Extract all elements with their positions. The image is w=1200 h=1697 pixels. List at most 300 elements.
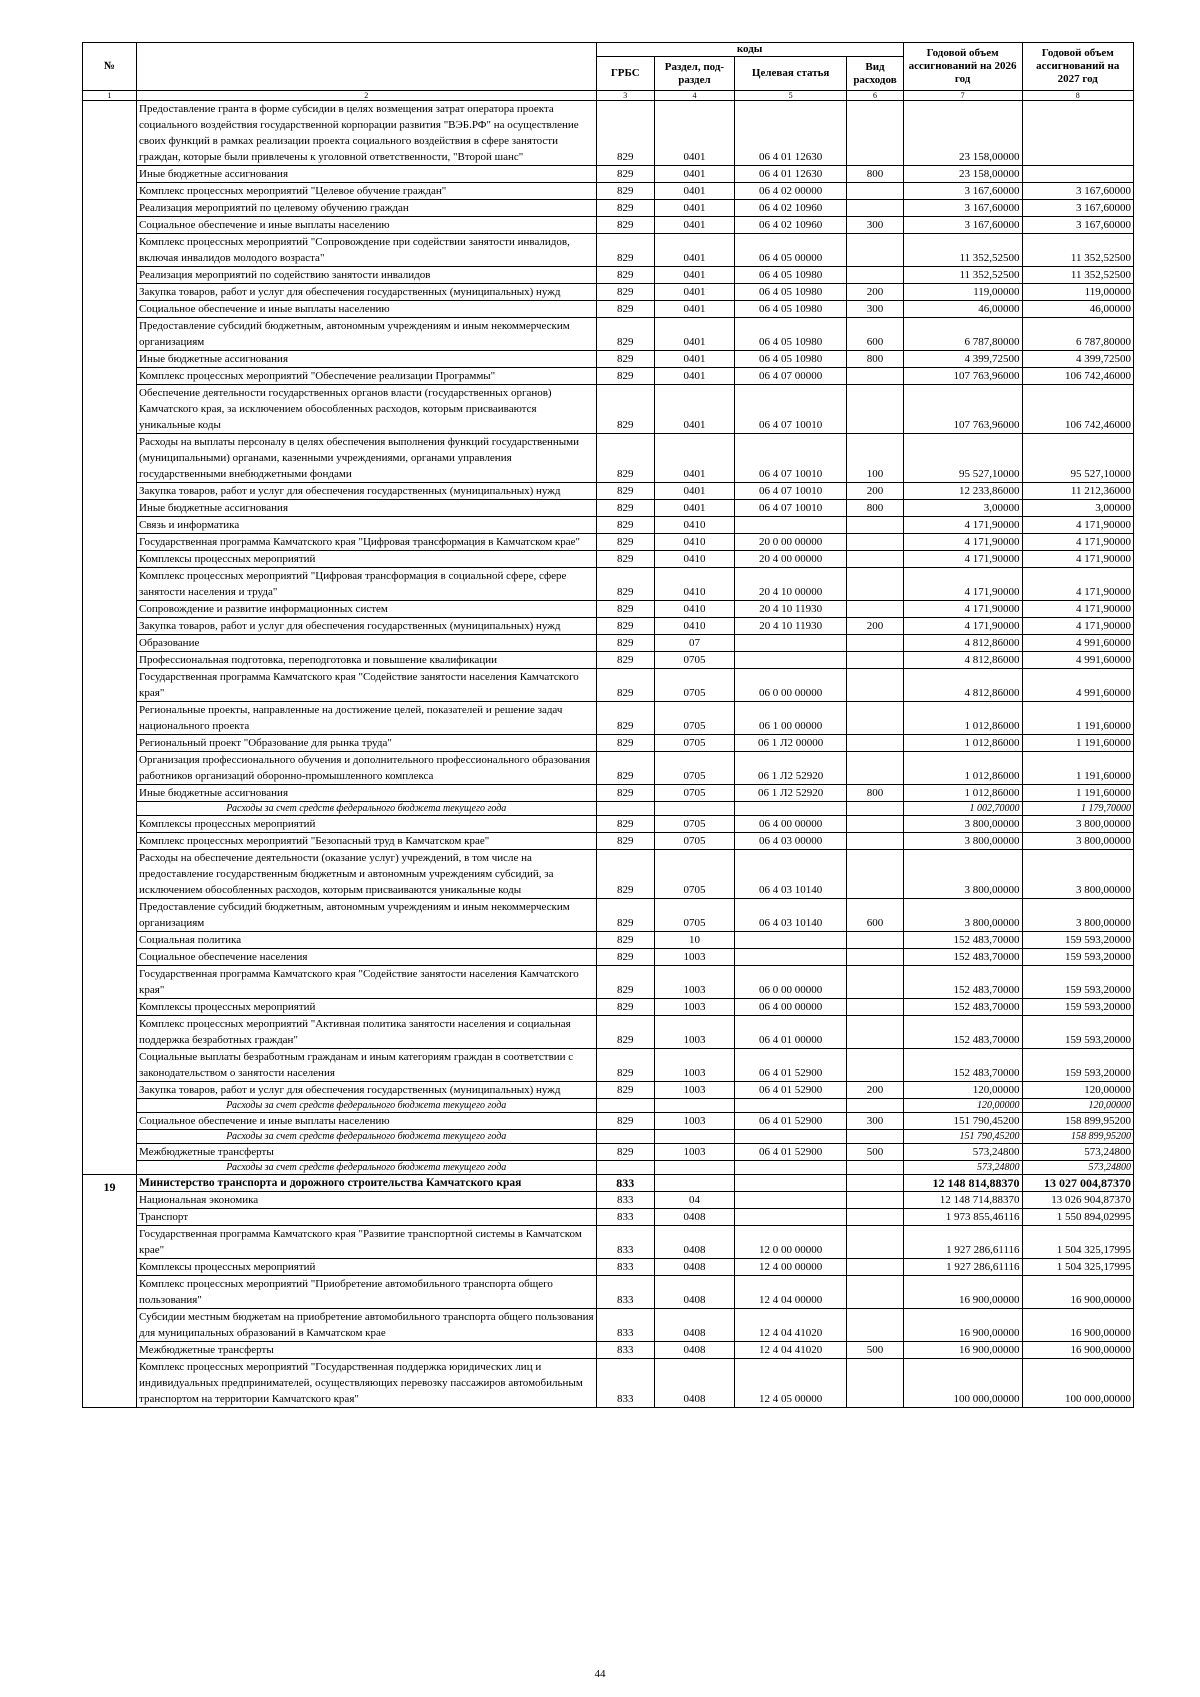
table-row bbox=[83, 267, 1134, 284]
row-section: 0705 bbox=[654, 816, 734, 833]
row-grbs: 829 bbox=[596, 234, 654, 267]
header-column-numbers bbox=[83, 91, 1134, 101]
row-amount-2026: 152 483,70000 bbox=[903, 932, 1022, 949]
row-expense-type bbox=[847, 1161, 903, 1175]
row-section: 0401 bbox=[654, 200, 734, 217]
row-name: Межбюджетные трансферты bbox=[137, 1342, 597, 1359]
row-section: 0401 bbox=[654, 301, 734, 318]
row-grbs: 829 bbox=[596, 1049, 654, 1082]
row-section: 0401 bbox=[654, 217, 734, 234]
table-row bbox=[83, 1226, 1134, 1259]
row-target bbox=[734, 1209, 846, 1226]
row-grbs bbox=[596, 802, 654, 816]
row-expense-type bbox=[847, 652, 903, 669]
row-target: 20 4 10 00000 bbox=[734, 568, 846, 601]
row-target: 06 4 05 10980 bbox=[734, 351, 846, 368]
row-grbs: 829 bbox=[596, 551, 654, 568]
row-grbs: 829 bbox=[596, 949, 654, 966]
row-grbs: 829 bbox=[596, 101, 654, 166]
row-section: 0410 bbox=[654, 601, 734, 618]
row-expense-type bbox=[847, 932, 903, 949]
row-target: 06 4 03 10140 bbox=[734, 899, 846, 932]
row-amount-2026: 23 158,00000 bbox=[903, 101, 1022, 166]
row-section: 1003 bbox=[654, 1144, 734, 1161]
row-target: 06 4 07 00000 bbox=[734, 368, 846, 385]
row-amount-2027: 4 171,90000 bbox=[1022, 551, 1133, 568]
row-target bbox=[734, 932, 846, 949]
row-expense-type bbox=[847, 601, 903, 618]
row-target: 06 4 01 00000 bbox=[734, 1016, 846, 1049]
row-name: Комплекс процессных мероприятий "Приобретение автомобильного транспорта общего пользования" bbox=[137, 1276, 597, 1309]
row-name: Иные бюджетные ассигнования bbox=[137, 500, 597, 517]
row-expense-type bbox=[847, 183, 903, 200]
row-amount-2026: 152 483,70000 bbox=[903, 966, 1022, 999]
row-amount-2027: 119,00000 bbox=[1022, 284, 1133, 301]
table-header bbox=[83, 43, 1134, 101]
row-amount-2027: 4 171,90000 bbox=[1022, 568, 1133, 601]
row-amount-2027: 3 800,00000 bbox=[1022, 816, 1133, 833]
row-section: 0705 bbox=[654, 752, 734, 785]
row-name: Закупка товаров, работ и услуг для обеспечения государственных (муниципальных) нужд bbox=[137, 1082, 597, 1099]
row-expense-type: 500 bbox=[847, 1342, 903, 1359]
row-grbs: 829 bbox=[596, 517, 654, 534]
row-amount-2026: 3 800,00000 bbox=[903, 833, 1022, 850]
row-amount-2027: 16 900,00000 bbox=[1022, 1309, 1133, 1342]
row-target: 06 4 05 10980 bbox=[734, 301, 846, 318]
row-amount-2026: 11 352,52500 bbox=[903, 267, 1022, 284]
row-name: Расходы за счет средств федерального бюджета текущего года bbox=[137, 1130, 597, 1144]
row-target: 06 4 02 10960 bbox=[734, 217, 846, 234]
row-expense-type bbox=[847, 1192, 903, 1209]
row-section: 0401 bbox=[654, 267, 734, 284]
table-row bbox=[83, 1175, 1134, 1192]
federal-funds-row bbox=[83, 802, 1134, 816]
budget-table bbox=[82, 42, 1134, 1408]
row-grbs: 829 bbox=[596, 500, 654, 517]
table-row bbox=[83, 200, 1134, 217]
row-grbs: 829 bbox=[596, 385, 654, 434]
row-expense-type bbox=[847, 669, 903, 702]
row-amount-2026: 16 900,00000 bbox=[903, 1276, 1022, 1309]
row-amount-2027: 4 991,60000 bbox=[1022, 652, 1133, 669]
table-row bbox=[83, 1309, 1134, 1342]
table-row bbox=[83, 652, 1134, 669]
row-name: Сопровождение и развитие информационных систем bbox=[137, 601, 597, 618]
row-amount-2027: 1 504 325,17995 bbox=[1022, 1226, 1133, 1259]
row-target: 06 4 01 12630 bbox=[734, 166, 846, 183]
row-amount-2027: 159 593,20000 bbox=[1022, 932, 1133, 949]
row-section: 0410 bbox=[654, 618, 734, 635]
row-expense-type bbox=[847, 534, 903, 551]
row-amount-2027: 158 899,95200 bbox=[1022, 1113, 1133, 1130]
row-section: 0408 bbox=[654, 1276, 734, 1309]
row-expense-type bbox=[847, 1099, 903, 1113]
row-target: 12 4 05 00000 bbox=[734, 1359, 846, 1408]
row-section: 0705 bbox=[654, 785, 734, 802]
row-grbs: 829 bbox=[596, 601, 654, 618]
row-amount-2026: 95 527,10000 bbox=[903, 434, 1022, 483]
row-amount-2026: 4 399,72500 bbox=[903, 351, 1022, 368]
row-section: 0705 bbox=[654, 735, 734, 752]
row-section: 0401 bbox=[654, 234, 734, 267]
row-name: Социальное обеспечение и иные выплаты населению bbox=[137, 217, 597, 234]
row-section: 10 bbox=[654, 932, 734, 949]
row-section: 0401 bbox=[654, 385, 734, 434]
row-grbs: 833 bbox=[596, 1209, 654, 1226]
row-name: Реализация мероприятий по целевому обучению граждан bbox=[137, 200, 597, 217]
row-expense-type bbox=[847, 735, 903, 752]
row-amount-2026: 4 812,86000 bbox=[903, 635, 1022, 652]
row-amount-2027: 4 171,90000 bbox=[1022, 618, 1133, 635]
row-amount-2027 bbox=[1022, 101, 1133, 166]
row-section: 0705 bbox=[654, 850, 734, 899]
row-grbs: 829 bbox=[596, 1113, 654, 1130]
row-amount-2026: 3 167,60000 bbox=[903, 200, 1022, 217]
row-amount-2026: 1 012,86000 bbox=[903, 752, 1022, 785]
row-name: Комплексы процессных мероприятий bbox=[137, 551, 597, 568]
row-name: Транспорт bbox=[137, 1209, 597, 1226]
row-amount-2026: 573,24800 bbox=[903, 1161, 1022, 1175]
budget-table-sheet bbox=[82, 42, 1134, 1408]
column-number: 3 bbox=[596, 91, 654, 101]
row-expense-type bbox=[847, 966, 903, 999]
row-target bbox=[734, 802, 846, 816]
row-amount-2026: 120,00000 bbox=[903, 1099, 1022, 1113]
row-amount-2027: 1 191,60000 bbox=[1022, 702, 1133, 735]
table-row bbox=[83, 1192, 1134, 1209]
row-name: Закупка товаров, работ и услуг для обеспечения государственных (муниципальных) нужд bbox=[137, 284, 597, 301]
row-target: 12 4 04 41020 bbox=[734, 1342, 846, 1359]
row-expense-type bbox=[847, 551, 903, 568]
column-number: 4 bbox=[654, 91, 734, 101]
table-row bbox=[83, 517, 1134, 534]
header-target: Целевая статья bbox=[734, 57, 846, 91]
row-amount-2026: 4 812,86000 bbox=[903, 669, 1022, 702]
table-row bbox=[83, 785, 1134, 802]
table-row bbox=[83, 1049, 1134, 1082]
header-amount-2027: Годовой объем ассигнований на 2027 год bbox=[1022, 43, 1133, 91]
row-grbs: 829 bbox=[596, 1016, 654, 1049]
row-amount-2026: 16 900,00000 bbox=[903, 1309, 1022, 1342]
row-target: 06 4 05 10980 bbox=[734, 267, 846, 284]
row-name: Связь и информатика bbox=[137, 517, 597, 534]
row-expense-type: 600 bbox=[847, 899, 903, 932]
row-grbs: 829 bbox=[596, 752, 654, 785]
row-name: Государственная программа Камчатского края "Содействие занятости населения Камчатского края" bbox=[137, 669, 597, 702]
row-amount-2026: 4 812,86000 bbox=[903, 652, 1022, 669]
row-amount-2026: 4 171,90000 bbox=[903, 568, 1022, 601]
row-name: Иные бюджетные ассигнования bbox=[137, 785, 597, 802]
federal-funds-row bbox=[83, 1099, 1134, 1113]
row-name: Субсидии местным бюджетам на приобретение автомобильного транспорта общего пользования для муниципальных образований в Камчатском крае bbox=[137, 1309, 597, 1342]
row-amount-2026: 1 012,86000 bbox=[903, 735, 1022, 752]
row-amount-2027: 4 991,60000 bbox=[1022, 635, 1133, 652]
table-row bbox=[83, 234, 1134, 267]
row-grbs: 829 bbox=[596, 267, 654, 284]
row-section: 1003 bbox=[654, 1016, 734, 1049]
row-name: Расходы за счет средств федерального бюджета текущего года bbox=[137, 802, 597, 816]
row-amount-2026: 4 171,90000 bbox=[903, 551, 1022, 568]
table-row bbox=[83, 351, 1134, 368]
row-grbs bbox=[596, 1099, 654, 1113]
row-expense-type bbox=[847, 267, 903, 284]
row-amount-2027: 1 504 325,17995 bbox=[1022, 1259, 1133, 1276]
row-grbs: 829 bbox=[596, 534, 654, 551]
row-grbs: 829 bbox=[596, 368, 654, 385]
row-expense-type bbox=[847, 1049, 903, 1082]
table-row bbox=[83, 752, 1134, 785]
row-amount-2027: 573,24800 bbox=[1022, 1144, 1133, 1161]
row-section: 04 bbox=[654, 1192, 734, 1209]
row-amount-2026: 4 171,90000 bbox=[903, 534, 1022, 551]
row-grbs: 829 bbox=[596, 735, 654, 752]
row-name: Государственная программа Камчатского края "Цифровая трансформация в Камчатском крае" bbox=[137, 534, 597, 551]
row-amount-2026: 16 900,00000 bbox=[903, 1342, 1022, 1359]
row-target: 06 4 07 10010 bbox=[734, 385, 846, 434]
row-amount-2027: 3,00000 bbox=[1022, 500, 1133, 517]
row-target: 06 1 Л2 00000 bbox=[734, 735, 846, 752]
row-amount-2026: 1 012,86000 bbox=[903, 785, 1022, 802]
row-grbs: 829 bbox=[596, 833, 654, 850]
row-section: 1003 bbox=[654, 999, 734, 1016]
row-expense-type bbox=[847, 568, 903, 601]
row-name: Региональный проект "Образование для рынка труда" bbox=[137, 735, 597, 752]
row-expense-type: 300 bbox=[847, 301, 903, 318]
row-section: 0401 bbox=[654, 500, 734, 517]
row-amount-2026: 23 158,00000 bbox=[903, 166, 1022, 183]
row-expense-type bbox=[847, 949, 903, 966]
row-name: Комплекс процессных мероприятий "Цифровая трансформация в социальной сфере, сфере занятости населения и труда" bbox=[137, 568, 597, 601]
row-section: 0401 bbox=[654, 101, 734, 166]
row-expense-type: 300 bbox=[847, 217, 903, 234]
row-amount-2027: 46,00000 bbox=[1022, 301, 1133, 318]
federal-funds-row bbox=[83, 1161, 1134, 1175]
row-amount-2026: 151 790,45200 bbox=[903, 1113, 1022, 1130]
row-amount-2027: 159 593,20000 bbox=[1022, 949, 1133, 966]
table-row bbox=[83, 932, 1134, 949]
table-row bbox=[83, 833, 1134, 850]
table-row bbox=[83, 1259, 1134, 1276]
row-target: 06 4 01 52900 bbox=[734, 1113, 846, 1130]
row-section: 1003 bbox=[654, 966, 734, 999]
row-amount-2027: 13 026 904,87370 bbox=[1022, 1192, 1133, 1209]
row-target: 06 0 00 00000 bbox=[734, 669, 846, 702]
row-name: Расходы за счет средств федерального бюджета текущего года bbox=[137, 1161, 597, 1175]
row-section: 1003 bbox=[654, 949, 734, 966]
row-target: 12 4 04 00000 bbox=[734, 1276, 846, 1309]
column-number: 6 bbox=[847, 91, 903, 101]
row-expense-type bbox=[847, 850, 903, 899]
row-amount-2027: 3 800,00000 bbox=[1022, 899, 1133, 932]
row-amount-2027 bbox=[1022, 166, 1133, 183]
row-amount-2026: 152 483,70000 bbox=[903, 999, 1022, 1016]
row-expense-type bbox=[847, 999, 903, 1016]
row-expense-type: 500 bbox=[847, 1144, 903, 1161]
row-expense-type bbox=[847, 635, 903, 652]
row-grbs: 833 bbox=[596, 1192, 654, 1209]
page-number: 44 bbox=[594, 1668, 606, 1680]
row-amount-2026: 1 927 286,61116 bbox=[903, 1226, 1022, 1259]
table-body-section-18 bbox=[83, 101, 1134, 1175]
row-target bbox=[734, 1161, 846, 1175]
row-amount-2027: 1 191,60000 bbox=[1022, 752, 1133, 785]
row-grbs: 829 bbox=[596, 166, 654, 183]
row-grbs: 833 bbox=[596, 1226, 654, 1259]
row-grbs: 829 bbox=[596, 999, 654, 1016]
row-grbs: 829 bbox=[596, 966, 654, 999]
row-target bbox=[734, 1130, 846, 1144]
table-row bbox=[83, 618, 1134, 635]
row-amount-2026: 1 927 286,61116 bbox=[903, 1259, 1022, 1276]
row-amount-2026: 12 148 714,88370 bbox=[903, 1192, 1022, 1209]
row-target: 06 4 03 10140 bbox=[734, 850, 846, 899]
row-grbs: 829 bbox=[596, 635, 654, 652]
row-expense-type bbox=[847, 1226, 903, 1259]
row-grbs: 829 bbox=[596, 1144, 654, 1161]
row-amount-2027: 3 167,60000 bbox=[1022, 217, 1133, 234]
row-grbs: 829 bbox=[596, 816, 654, 833]
row-target bbox=[734, 652, 846, 669]
row-grbs: 829 bbox=[596, 1082, 654, 1099]
row-amount-2026: 3 167,60000 bbox=[903, 183, 1022, 200]
row-amount-2026: 46,00000 bbox=[903, 301, 1022, 318]
row-name: Комплекс процессных мероприятий "Активная политика занятости населения и социальная поддержка безработных граждан" bbox=[137, 1016, 597, 1049]
row-name: Региональные проекты, направленные на достижение целей, показателей и решение задач национального проекта bbox=[137, 702, 597, 735]
row-amount-2027: 1 550 894,02995 bbox=[1022, 1209, 1133, 1226]
row-target: 06 4 07 10010 bbox=[734, 434, 846, 483]
row-name: Социальные выплаты безработным гражданам и иным категориям граждан в соответствии с законодательством о занятости населения bbox=[137, 1049, 597, 1082]
row-section: 0410 bbox=[654, 551, 734, 568]
row-grbs: 829 bbox=[596, 351, 654, 368]
header-section: Раздел, под-раздел bbox=[654, 57, 734, 91]
row-grbs: 829 bbox=[596, 899, 654, 932]
row-amount-2026: 152 483,70000 bbox=[903, 949, 1022, 966]
row-expense-type bbox=[847, 1016, 903, 1049]
table-row bbox=[83, 1276, 1134, 1309]
row-amount-2026: 119,00000 bbox=[903, 284, 1022, 301]
row-grbs: 833 bbox=[596, 1309, 654, 1342]
row-expense-type bbox=[847, 517, 903, 534]
row-grbs bbox=[596, 1130, 654, 1144]
row-amount-2026: 152 483,70000 bbox=[903, 1016, 1022, 1049]
row-grbs: 829 bbox=[596, 483, 654, 500]
row-section: 0705 bbox=[654, 702, 734, 735]
row-amount-2027: 11 352,52500 bbox=[1022, 234, 1133, 267]
row-amount-2027: 16 900,00000 bbox=[1022, 1342, 1133, 1359]
row-grbs: 829 bbox=[596, 434, 654, 483]
row-name: Комплексы процессных мероприятий bbox=[137, 816, 597, 833]
table-row bbox=[83, 1082, 1134, 1099]
row-section: 0705 bbox=[654, 669, 734, 702]
row-amount-2026: 3 167,60000 bbox=[903, 217, 1022, 234]
row-section: 0401 bbox=[654, 318, 734, 351]
row-name: Предоставление субсидий бюджетным, автономным учреждениям и иным некоммерческим организациям bbox=[137, 318, 597, 351]
row-target: 06 1 Л2 52920 bbox=[734, 785, 846, 802]
row-amount-2026: 107 763,96000 bbox=[903, 385, 1022, 434]
row-amount-2027: 159 593,20000 bbox=[1022, 999, 1133, 1016]
row-section: 0408 bbox=[654, 1359, 734, 1408]
table-row bbox=[83, 483, 1134, 500]
column-number: 7 bbox=[903, 91, 1022, 101]
row-section: 0401 bbox=[654, 483, 734, 500]
header-name bbox=[137, 43, 597, 91]
row-expense-type bbox=[847, 1130, 903, 1144]
row-expense-type bbox=[847, 200, 903, 217]
row-expense-type bbox=[847, 752, 903, 785]
row-expense-type bbox=[847, 1209, 903, 1226]
row-target: 06 4 07 10010 bbox=[734, 500, 846, 517]
table-row bbox=[83, 568, 1134, 601]
row-name: Расходы на выплаты персоналу в целях обеспечения выполнения функций государственными (муниципальными) органами, казенными учреждениями, органами управления государственными внебюджетными фондами bbox=[137, 434, 597, 483]
row-section: 07 bbox=[654, 635, 734, 652]
table-row bbox=[83, 999, 1134, 1016]
row-expense-type bbox=[847, 816, 903, 833]
table-row bbox=[83, 385, 1134, 434]
row-expense-type bbox=[847, 802, 903, 816]
row-grbs: 829 bbox=[596, 284, 654, 301]
table-row bbox=[83, 669, 1134, 702]
row-section: 1003 bbox=[654, 1082, 734, 1099]
row-target: 20 4 00 00000 bbox=[734, 551, 846, 568]
row-target: 12 0 00 00000 bbox=[734, 1226, 846, 1259]
row-expense-type bbox=[847, 234, 903, 267]
row-amount-2027: 120,00000 bbox=[1022, 1099, 1133, 1113]
row-expense-type bbox=[847, 101, 903, 166]
table-row bbox=[83, 949, 1134, 966]
row-amount-2027: 3 167,60000 bbox=[1022, 200, 1133, 217]
row-grbs: 829 bbox=[596, 932, 654, 949]
table-row bbox=[83, 735, 1134, 752]
row-name: Комплексы процессных мероприятий bbox=[137, 999, 597, 1016]
row-section: 0705 bbox=[654, 899, 734, 932]
row-target: 06 4 03 00000 bbox=[734, 833, 846, 850]
row-grbs: 829 bbox=[596, 618, 654, 635]
row-section: 1003 bbox=[654, 1049, 734, 1082]
row-expense-type: 200 bbox=[847, 284, 903, 301]
row-amount-2027: 95 527,10000 bbox=[1022, 434, 1133, 483]
row-amount-2027: 4 171,90000 bbox=[1022, 517, 1133, 534]
row-expense-type bbox=[847, 368, 903, 385]
row-amount-2026: 1 012,86000 bbox=[903, 702, 1022, 735]
table-row bbox=[83, 101, 1134, 166]
row-amount-2026: 3 800,00000 bbox=[903, 816, 1022, 833]
row-target: 06 1 Л2 52920 bbox=[734, 752, 846, 785]
row-name: Профессиональная подготовка, переподготовка и повышение квалификации bbox=[137, 652, 597, 669]
row-grbs bbox=[596, 1161, 654, 1175]
table-row bbox=[83, 368, 1134, 385]
column-number: 8 bbox=[1022, 91, 1133, 101]
table-row bbox=[83, 816, 1134, 833]
row-amount-2027: 16 900,00000 bbox=[1022, 1276, 1133, 1309]
row-name: Организация профессионального обучения и дополнительного профессионального образования работников организаций оборонно-промышленного комплекса bbox=[137, 752, 597, 785]
column-number: 2 bbox=[137, 91, 597, 101]
row-section: 0401 bbox=[654, 368, 734, 385]
row-name: Комплекс процессных мероприятий "Обеспечение реализации Программы" bbox=[137, 368, 597, 385]
row-amount-2027: 158 899,95200 bbox=[1022, 1130, 1133, 1144]
row-amount-2027: 3 800,00000 bbox=[1022, 833, 1133, 850]
row-name: Реализация мероприятий по содействию занятости инвалидов bbox=[137, 267, 597, 284]
row-name: Закупка товаров, работ и услуг для обеспечения государственных (муниципальных) нужд bbox=[137, 483, 597, 500]
row-name: Обеспечение деятельности государственных органов власти (государственных органов) Камчатского края, за исключением обособленных расходов, которым присваиваются уникальные коды bbox=[137, 385, 597, 434]
section-number: 19 bbox=[83, 1175, 137, 1408]
row-section bbox=[654, 1175, 734, 1192]
row-name: Комплексы процессных мероприятий bbox=[137, 1259, 597, 1276]
row-expense-type bbox=[847, 1359, 903, 1408]
row-name: Комплекс процессных мероприятий "Сопровождение при содействии занятости инвалидов, включая инвалидов молодого возраста" bbox=[137, 234, 597, 267]
row-grbs: 829 bbox=[596, 785, 654, 802]
row-section: 0705 bbox=[654, 833, 734, 850]
row-name: Расходы за счет средств федерального бюджета текущего года bbox=[137, 1099, 597, 1113]
